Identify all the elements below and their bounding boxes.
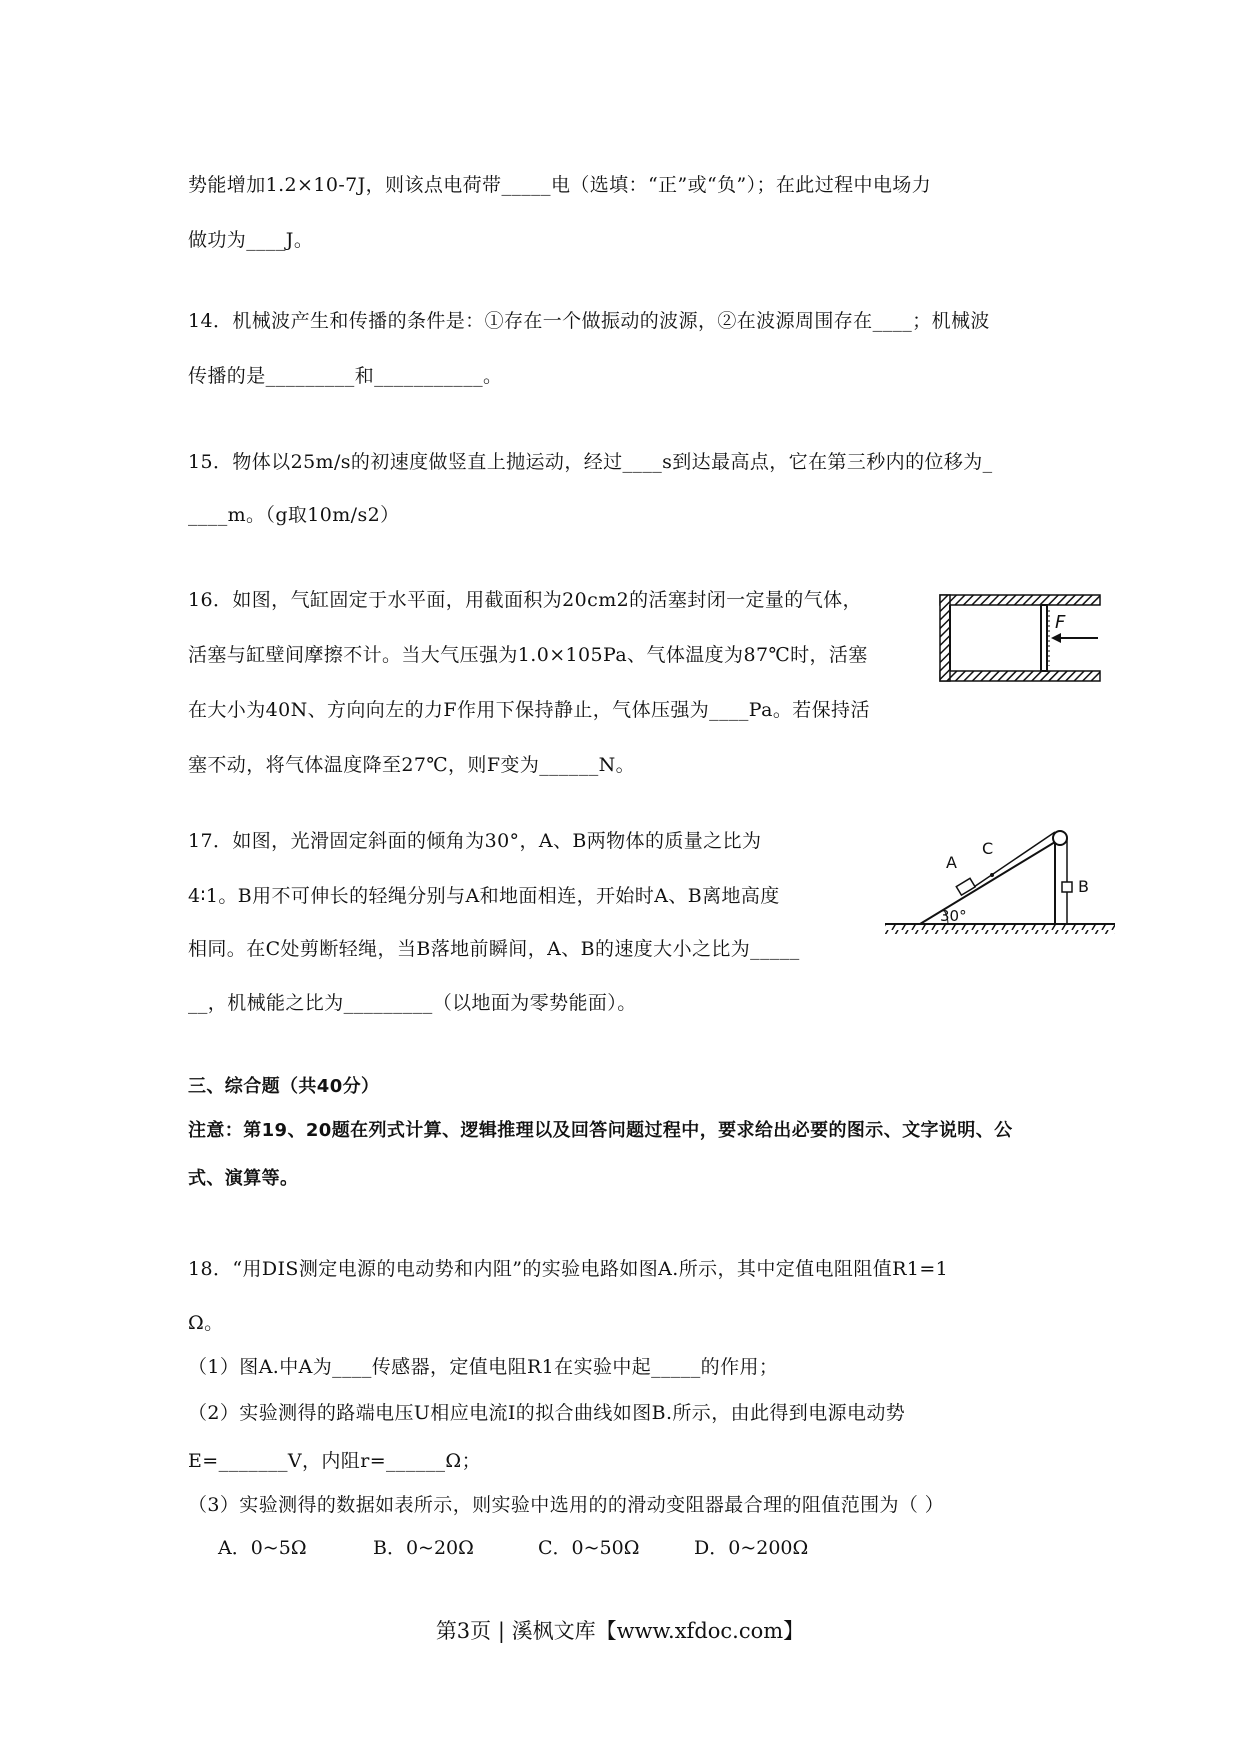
option-a: A．0~5Ω — [218, 1537, 307, 1559]
question-16-line-3: 在大小为40N、方向向左的力F作用下保持静止，气体压强为____Pa。若保持活 — [188, 699, 870, 721]
question-18-part-3: （3）实验测得的数据如表所示，则实验中选用的的滑动变阻器最合理的阻值范围为（ ） — [188, 1494, 945, 1516]
question-16-line-4: 塞不动，将气体温度降至27℃，则F变为______N。 — [188, 754, 636, 776]
cylinder-top-wall — [940, 595, 1100, 605]
question-18-line-2: Ω。 — [188, 1312, 224, 1334]
page-footer: 第3页 | 溪枫文库【www.xfdoc.com】 — [435, 1619, 805, 1643]
question-17-line-1: 17．如图，光滑固定斜面的倾角为30°，A、B两物体的质量之比为 — [188, 830, 762, 852]
question-18-part-1: （1）图A.中A为____传感器，定值电阻R1在实验中起_____的作用； — [188, 1356, 779, 1378]
question-18-part-2: （2）实验测得的路端电压U相应电流I的拟合曲线如图B.所示，由此得到电源电动势 — [188, 1402, 906, 1424]
cylinder-end-wall — [940, 595, 950, 681]
label-a: A — [946, 853, 957, 872]
option-c: C．0~50Ω — [538, 1537, 640, 1559]
option-d: D．0~200Ω — [694, 1537, 809, 1559]
label-b: B — [1078, 877, 1089, 896]
section-heading: 三、综合题（共40分） — [188, 1076, 380, 1097]
force-label: F — [1055, 612, 1066, 633]
block-b — [1062, 882, 1072, 892]
text-line: 势能增加1.2×10-7J，则该点电荷带_____电（选填：“正”或“负”）；在此过程中电场力 — [188, 174, 932, 196]
question-17-line-2: 4∶1。B用不可伸长的轻绳分别与A和地面相连，开始时A、B离地高度 — [188, 885, 780, 907]
section-note-line-2: 式、演算等。 — [188, 1168, 299, 1189]
option-b: B．0~20Ω — [373, 1537, 474, 1559]
question-18-part-2-cont: E=_______V，内阻r=______Ω； — [188, 1450, 481, 1472]
question-16-line-1: 16．如图，气缸固定于水平面，用截面积为20cm2的活塞封闭一定量的气体， — [188, 589, 862, 611]
question-17-line-4: __，机械能之比为_________（以地面为零势能面）。 — [188, 992, 637, 1014]
pulley — [1053, 831, 1067, 845]
question-16-line-2: 活塞与缸壁间摩擦不计。当大气压强为1.0×105Pa、气体温度为87℃时，活塞 — [188, 644, 868, 666]
question-18-line-1: 18．“用DIS测定电源的电动势和内阻”的实验电路如图A.所示，其中定值电阻阻值R1=1 — [188, 1258, 949, 1280]
piston — [1041, 605, 1047, 671]
angle-label: 30° — [940, 907, 967, 925]
question-14-line-2: 传播的是_________和___________。 — [188, 365, 503, 387]
cut-point — [990, 873, 994, 877]
section-note-line-1: 注意：第19、20题在列式计算、逻辑推理以及回答问题过程中，要求给出必要的图示、文字说明、公 — [188, 1120, 1013, 1141]
cylinder-bottom-wall — [940, 671, 1100, 681]
cylinder-piston-figure — [935, 590, 1105, 690]
question-15-line-1: 15．物体以25m/s的初速度做竖直上抛运动，经过____s到达最高点，它在第三秒内的位移为_ — [188, 451, 993, 473]
question-15-line-2: ____m。（g取10m/s2） — [188, 504, 400, 526]
incline-pulley-figure — [880, 820, 1120, 950]
question-17-line-3: 相同。在C处剪断轻绳，当B落地前瞬间，A、B的速度大小之比为_____ — [188, 938, 800, 960]
question-14-line-1: 14．机械波产生和传播的条件是：①存在一个做振动的波源，②在波源周围存在____；机械波 — [188, 310, 990, 332]
text-line: 做功为____J。 — [188, 229, 314, 251]
label-c: C — [982, 839, 994, 858]
